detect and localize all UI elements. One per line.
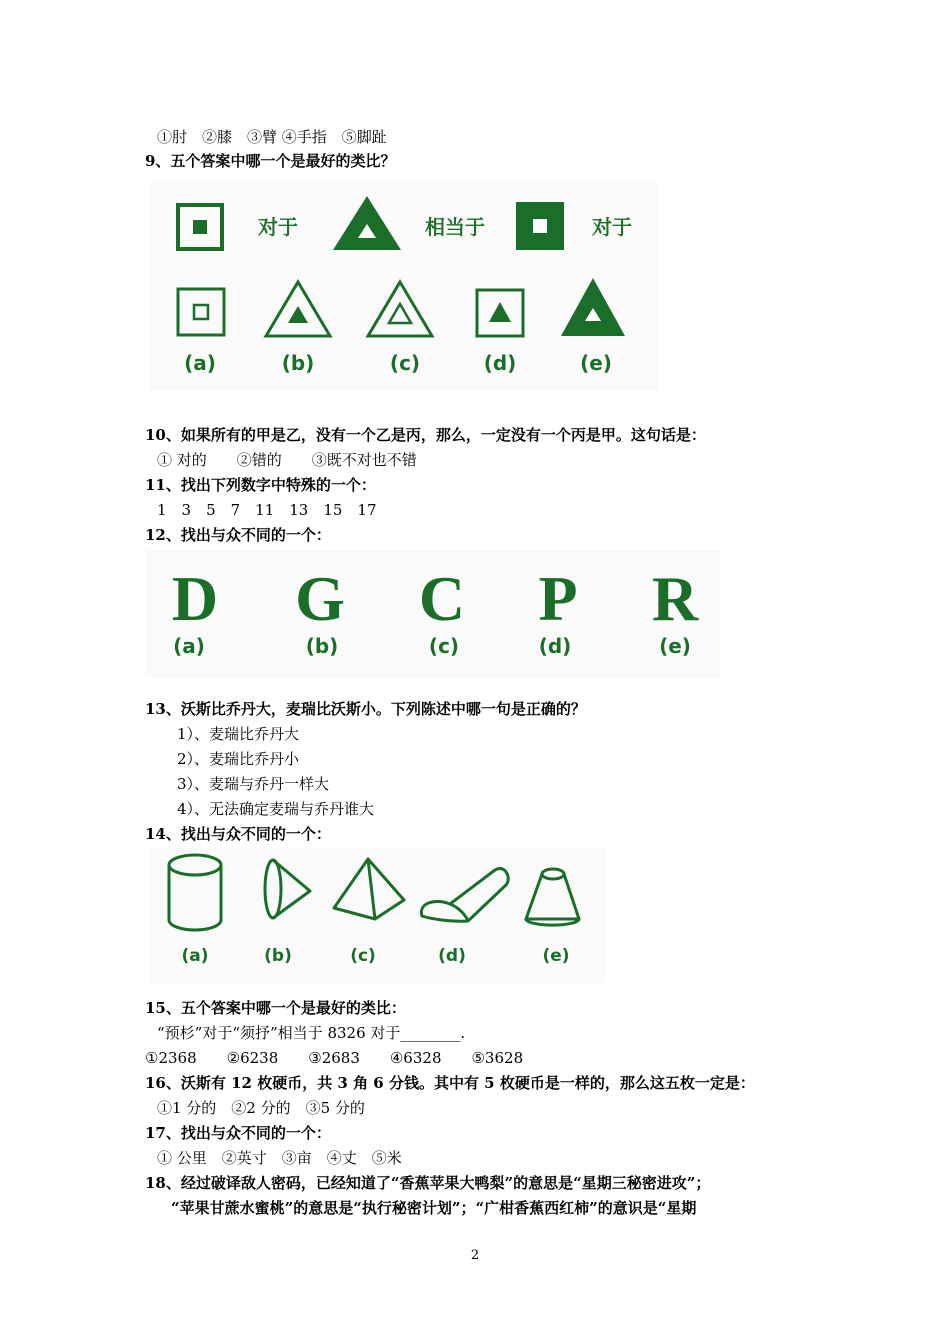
fig12-letter-e: R <box>651 563 699 634</box>
cylinder-shape <box>169 855 221 930</box>
fig14-label-e: (e) <box>542 946 570 966</box>
fig9-word-2: 相当于 <box>425 215 485 239</box>
cone-side-shape <box>265 860 310 918</box>
q8-options: ①肘 ②膝 ③臂 ④手指 ⑤脚趾 <box>157 128 387 146</box>
q13-option-2: 2）、麦瑞比乔丹小 <box>177 750 300 768</box>
question-16: 16、沃斯有 12 枚硬币，共 3 角 6 分钱。其中有 5 枚硬币是一样的，那么这五枚一定是： <box>145 1074 755 1092</box>
question-13: 13、沃斯比乔丹大，麦瑞比沃斯小。下列陈述中哪一句是正确的？ <box>145 700 586 718</box>
fig9-label-c: (c) <box>389 351 421 375</box>
q13-option-3: 3）、麦瑞与乔丹一样大 <box>177 775 330 793</box>
fig12-label-e: (e) <box>659 634 691 658</box>
fig9-label-d: (d) <box>483 351 517 375</box>
fig14-label-b: (b) <box>264 946 292 966</box>
filled-triangle-icon <box>333 196 401 250</box>
option-e-shape <box>561 278 625 336</box>
frustum-shape <box>526 869 579 925</box>
q15-options: ①2368 ②6238 ③2683 ④6328 ⑤3628 <box>145 1049 524 1067</box>
pyramid-shape <box>334 859 404 919</box>
fig12-letter-b: G <box>295 563 345 634</box>
fig9-word-3: 对于 <box>592 215 632 239</box>
fig12-label-b: (b) <box>305 634 339 658</box>
option-c-shape <box>368 282 432 336</box>
q17-options: ① 公里 ②英寸 ③亩 ④丈 ⑤米 <box>157 1149 402 1167</box>
figure-q9 <box>150 180 658 390</box>
q13-option-4: 4）、无法确定麦瑞与乔丹谁大 <box>177 800 375 818</box>
question-12: 12、找出与众不同的一个： <box>145 526 331 544</box>
fig9-word-1: 对于 <box>258 215 298 239</box>
q13-option-1: 1）、麦瑞比乔丹大 <box>177 725 300 743</box>
fig14-label-d: (d) <box>438 946 466 966</box>
fig12-label-c: (c) <box>428 634 460 658</box>
fig12-letter-a: D <box>171 563 219 634</box>
q10-options: ① 对的 ②错的 ③既不对也不错 <box>157 451 417 469</box>
fig14-label-c: (c) <box>350 946 376 966</box>
question-15: 15、五个答案中哪一个是最好的类比： <box>145 999 406 1017</box>
question-18: 18、经过破译敌人密码，已经知道了“香蕉苹果大鸭梨”的意思是“星期三秘密进攻”； <box>145 1174 711 1192</box>
question-11: 11、找出下列数字中特殊的一个： <box>145 476 376 494</box>
fig9-label-b: (b) <box>281 351 315 375</box>
question-18-continued: “苹果甘蔗水蜜桃”的意思是“执行秘密计划”；“广柑香蕉西红柿”的意识是“星期 <box>171 1199 697 1217</box>
q15-stem: “预杉”对于“须抒”相当于 8326 对于________. <box>157 1024 466 1042</box>
question-10: 10、如果所有的甲是乙，没有一个乙是丙，那么，一定没有一个丙是甲。这句话是： <box>145 426 706 444</box>
fig9-label-a: (a) <box>184 351 216 375</box>
option-a-shape <box>178 289 224 335</box>
question-9: 9、五个答案中哪一个是最好的类比？ <box>145 152 396 170</box>
q11-numbers: 1 3 5 7 11 13 15 17 <box>157 501 377 519</box>
q16-options: ①1 分的 ②2 分的 ③5 分的 <box>157 1099 365 1117</box>
half-cylinder-shape <box>421 869 508 922</box>
fig12-letter-c: C <box>418 563 466 634</box>
figure-q12 <box>145 550 720 678</box>
fig14-label-a: (a) <box>181 946 209 966</box>
figure-q14 <box>150 848 605 983</box>
fig12-letter-d: P <box>538 563 578 634</box>
fig9-label-e: (e) <box>580 351 612 375</box>
fig12-label-d: (d) <box>538 634 572 658</box>
fig12-label-a: (a) <box>173 634 205 658</box>
question-17: 17、找出与众不同的一个： <box>145 1124 331 1142</box>
question-14: 14、找出与众不同的一个： <box>145 825 331 843</box>
page-number: 2 <box>470 1248 480 1263</box>
